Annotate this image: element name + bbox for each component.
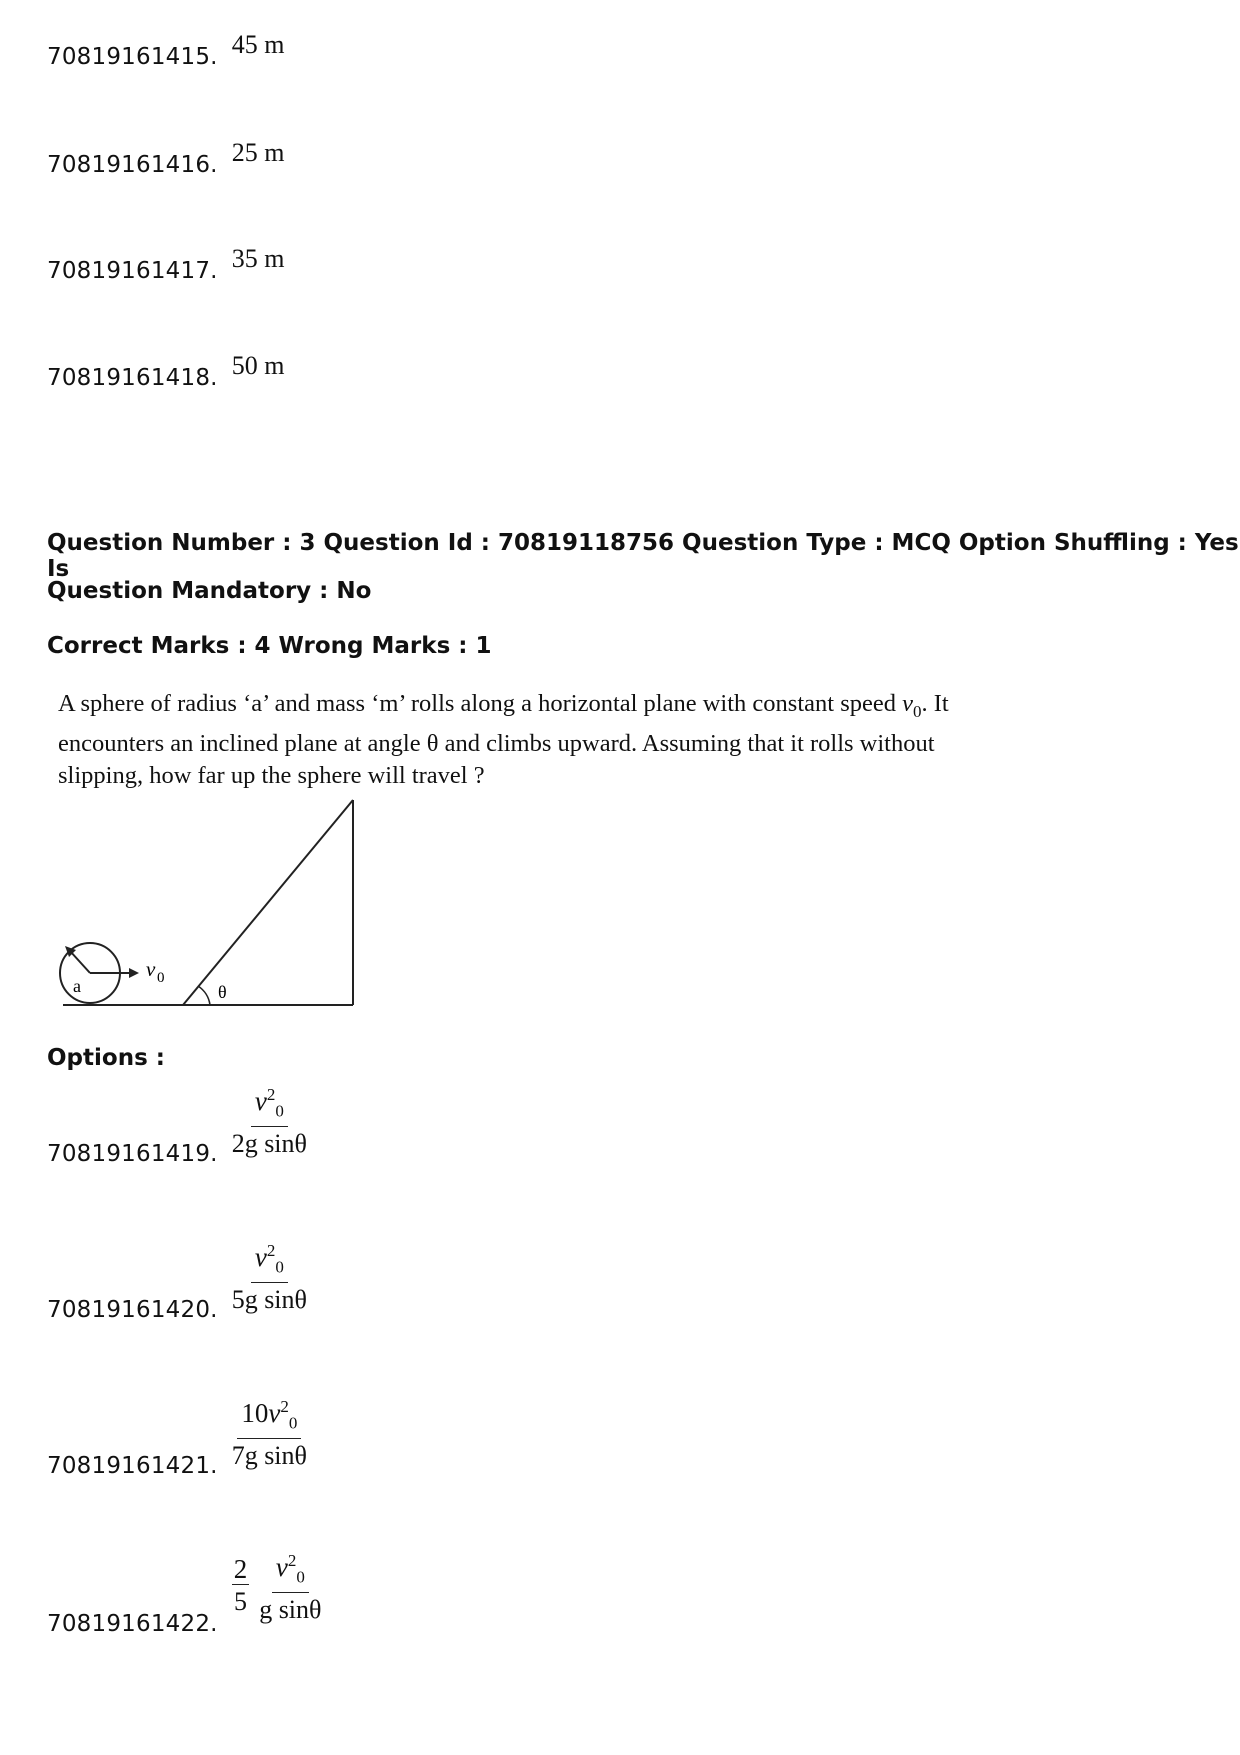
option-formula [232, 1082, 307, 1159]
option-answer: 45 m [231, 30, 285, 59]
sup-symbol: 2 [280, 1397, 289, 1416]
option-row [47, 30, 285, 70]
denominator: 2g sinθ [231, 1129, 307, 1159]
velocity-subscript: 0 [157, 970, 165, 986]
denominator: 7g sinθ [231, 1441, 307, 1471]
v-symbol: v [275, 1552, 288, 1582]
angle-label: θ [218, 982, 227, 1002]
question-header: Question Number : 3 Question Id : 70819118756 Question Type : MCQ Option Shuffling : Yes Is [47, 530, 1239, 582]
denominator: g sinθ [259, 1595, 322, 1625]
option-id: 70819161422. [47, 1611, 218, 1638]
sub-symbol: 0 [296, 1567, 305, 1587]
option-id: 70819161420. [47, 1297, 218, 1324]
option-row [47, 1551, 322, 1638]
sup-symbol: 2 [287, 1551, 297, 1570]
incline-figure [55, 790, 375, 1015]
option-id: 70819161421. [47, 1453, 218, 1480]
option-id: 70819161419. [47, 1141, 218, 1168]
question-text-part1: A sphere of radius ‘a’ and mass ‘m’ rolls along a horizontal plane with constant speed [58, 690, 903, 717]
velocity-label: v [146, 957, 156, 981]
option-id: 70819161417. [47, 258, 218, 284]
angle-arc [198, 986, 210, 1005]
marks-line: Correct Marks : 4 Wrong Marks : 1 [47, 633, 492, 659]
denominator: 5g sinθ [231, 1285, 307, 1315]
option-id: 70819161415. [47, 44, 218, 70]
velocity-arrowhead [129, 968, 139, 978]
option-answer: 35 m [231, 244, 285, 273]
sub-symbol: 0 [275, 1257, 284, 1277]
sub-symbol: 0 [275, 1101, 284, 1121]
option-formula [232, 1548, 322, 1625]
speed-symbol: v [902, 690, 913, 717]
v-symbol: v [268, 1398, 281, 1428]
sup-symbol: 2 [266, 1085, 276, 1104]
radius-label: a [73, 976, 81, 996]
option-row [47, 244, 285, 284]
incline-line [183, 800, 353, 1005]
option-id: 70819161418. [47, 365, 218, 391]
v-symbol: v [254, 1086, 267, 1116]
option-row [47, 1085, 307, 1168]
coefficient: 10 [241, 1398, 269, 1428]
question-text [58, 688, 958, 792]
v-symbol: v [254, 1242, 267, 1272]
sup-symbol: 2 [266, 1241, 276, 1260]
sub-symbol: 0 [288, 1413, 298, 1433]
options-label: Options : [47, 1045, 165, 1071]
option-formula [232, 1394, 307, 1471]
option-id: 70819161416. [47, 152, 218, 178]
option-formula [232, 1238, 307, 1315]
question-mandatory: Question Mandatory : No [47, 578, 372, 604]
option-answer: 25 m [231, 138, 285, 167]
radius-line [70, 951, 90, 973]
option-row [47, 1397, 307, 1480]
option-row [47, 138, 285, 178]
question-text-part2: . It encounters an inclined plane at angle θ and climbs upward. Assuming that it rolls without slipping, how far up the sphere will travel ? [58, 690, 949, 789]
option-row [47, 1241, 307, 1324]
option-row [47, 351, 285, 391]
option-answer: 50 m [231, 351, 285, 380]
pre-numerator: 2 [233, 1554, 248, 1585]
speed-subscript: 0 [912, 701, 922, 721]
pre-denominator: 5 [233, 1587, 247, 1617]
